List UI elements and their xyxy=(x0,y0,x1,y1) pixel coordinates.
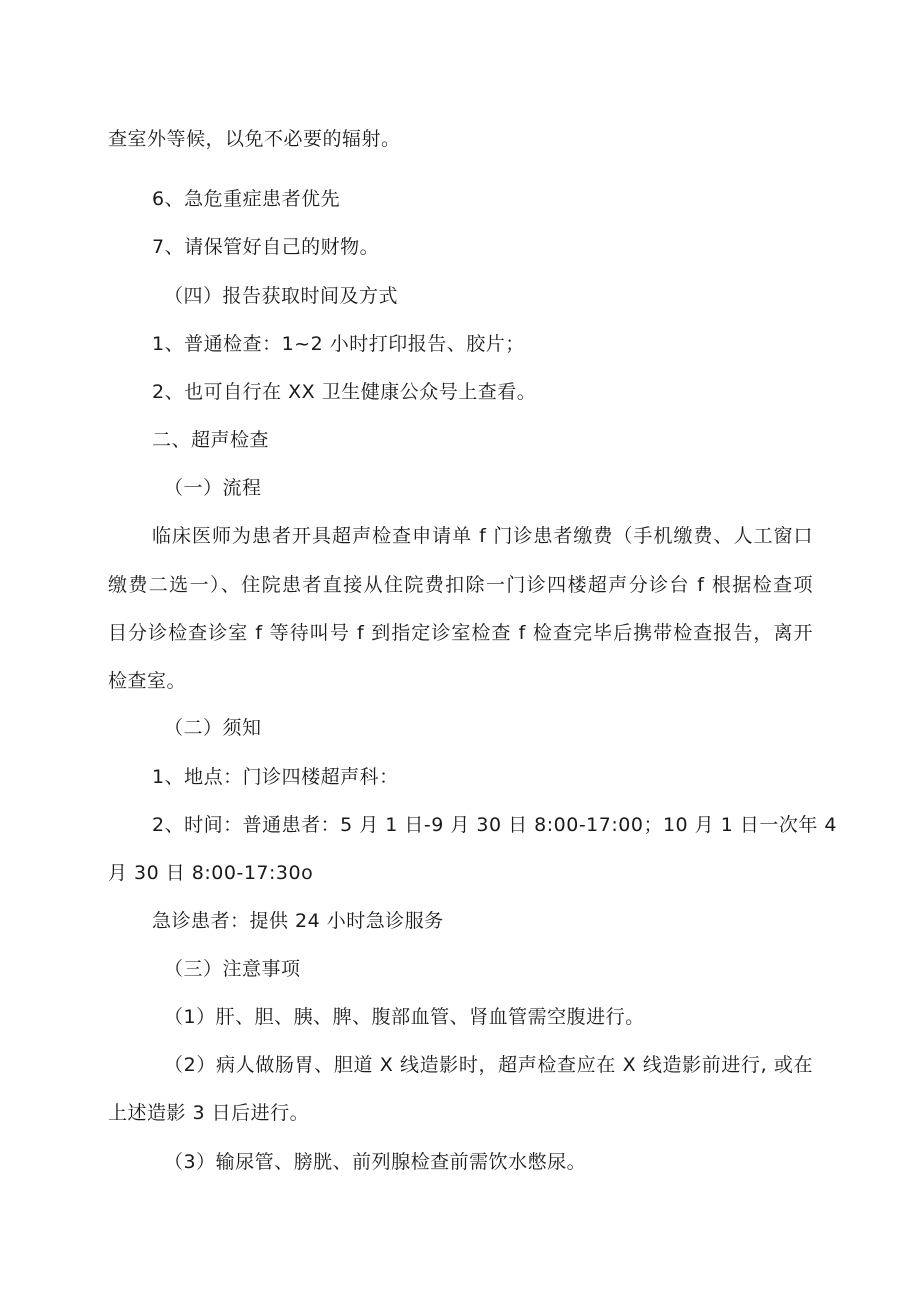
process-paragraph-line-3: 目分诊检查诊室 f 等待叫号 f 到指定诊室检查 f 检查完毕后携带检查报告，离开 xyxy=(108,622,813,644)
precaution-item-2-line-2: 上述造影 3 日后进行。 xyxy=(108,1102,310,1124)
subsection-heading-precautions: （三）注意事项 xyxy=(164,958,301,980)
subsection-heading-process: （一）流程 xyxy=(164,477,262,499)
process-paragraph-line-4: 检查室。 xyxy=(108,670,187,692)
notice-emergency: 急诊患者：提供 24 小时急诊服务 xyxy=(152,910,444,932)
subsection-heading-4: （四）报告获取时间及方式 xyxy=(164,285,399,307)
list-item-6: 6、急危重症患者优先 xyxy=(152,188,341,210)
section-heading-ultrasound: 二、超声检查 xyxy=(152,429,270,451)
report-item-1: 1、普通检查：1~2 小时打印报告、胶片； xyxy=(152,333,525,355)
precaution-item-3: （3）输尿管、膀胱、前列腺检查前需饮水憋尿。 xyxy=(164,1151,587,1173)
precaution-item-2-line-1: （2）病人做肠胃、胆道 X 线造影时，超声检查应在 X 线造影前进行, 或在 xyxy=(164,1054,813,1076)
process-paragraph-line-1: 临床医师为患者开具超声检查申请单 f 门诊患者缴费（手机缴费、人工窗口 xyxy=(152,525,813,547)
report-item-2: 2、也可自行在 XX 卫生健康公众号上查看。 xyxy=(152,381,537,403)
list-item-7: 7、请保管好自己的财物。 xyxy=(152,236,380,258)
precaution-item-1: （1）肝、胆、胰、脾、腹部血管、肾血管需空腹进行。 xyxy=(164,1006,645,1028)
process-paragraph-line-2: 缴费二选一）、住院患者直接从住院费扣除一门诊四楼超声分诊台 f 根据检查项 xyxy=(108,574,813,596)
paragraph-continuation: 查室外等候，以免不必要的辐射。 xyxy=(108,128,401,150)
subsection-heading-notice: （二）须知 xyxy=(164,717,262,739)
notice-item-location: 1、地点：门诊四楼超声科： xyxy=(152,766,399,788)
notice-item-time-line-1: 2、时间：普通患者：5 月 1 日-9 月 30 日 8:00-17:00；10 月 1 日一次年 4 xyxy=(152,814,837,836)
notice-item-time-line-2: 月 30 日 8:00-17:30o xyxy=(108,862,314,884)
